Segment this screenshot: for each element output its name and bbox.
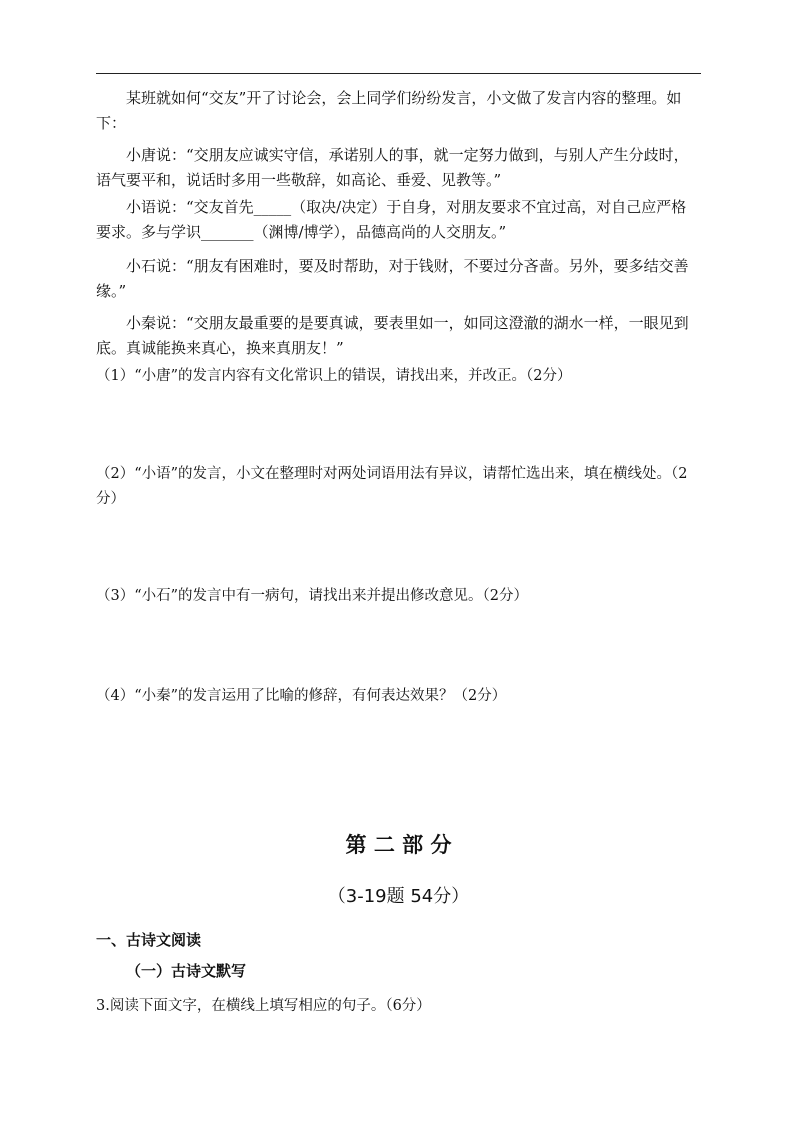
question-3-main: 3.阅读下面文字，在横线上填写相应的句子。（6分） [96,998,431,1014]
question-1: （1）“小唐”的发言内容有文化常识上的错误，请找出来，并改正。（2分） [96,368,572,384]
speech-xiaotang: 小唐说：“交朋友应诚实守信，承诺别人的事，就一定努力做到，与别人产生分歧时，语气要平和，说话时多用一些敬辞，如高论、垂爱、见教等。” [96,146,689,189]
speech-xiaoshi: 小石说：“朋友有困难时，要及时帮助，对于钱财，不要过分吝啬。另外，要多结交善缘。” [96,257,689,300]
question-2: （2）“小语”的发言，小文在整理时对两处词语用法有异议，请帮忙选出来，填在横线处。（2分） [96,466,688,507]
speech-xiaoyu: 小语说：“交友首先_____（取决/决定）于自身，对朋友要求不宜过高，对自己应严格要求。多与学识_______（渊博/博学），品德高尚的人交朋友。” [96,198,687,241]
section-heading: 一、古诗文阅读 [96,931,202,949]
intro-paragraph: 某班就如何“交友”开了讨论会，会上同学们纷纷发言，小文做了发言内容的整理。如下： [96,89,682,132]
speech-xiaoqin: 小秦说：“交朋友最重要的是要真诚，要表里如一，如同这澄澈的湖水一样，一眼见到底。真诚能换来真心，换来真朋友！” [96,314,689,357]
question-4: （4）“小秦”的发言运用了比喻的修辞，有何表达效果？（2分） [96,688,507,704]
section-subheading: （一）古诗文默写 [126,962,247,980]
question-3: （3）“小石”的发言中有一病句，请找出来并提出修改意见。（2分） [96,588,529,604]
part-title: 第 二 部 分 [345,833,452,857]
header-rule [96,73,701,74]
part-subtitle: （3-19题 54分） [327,886,470,907]
